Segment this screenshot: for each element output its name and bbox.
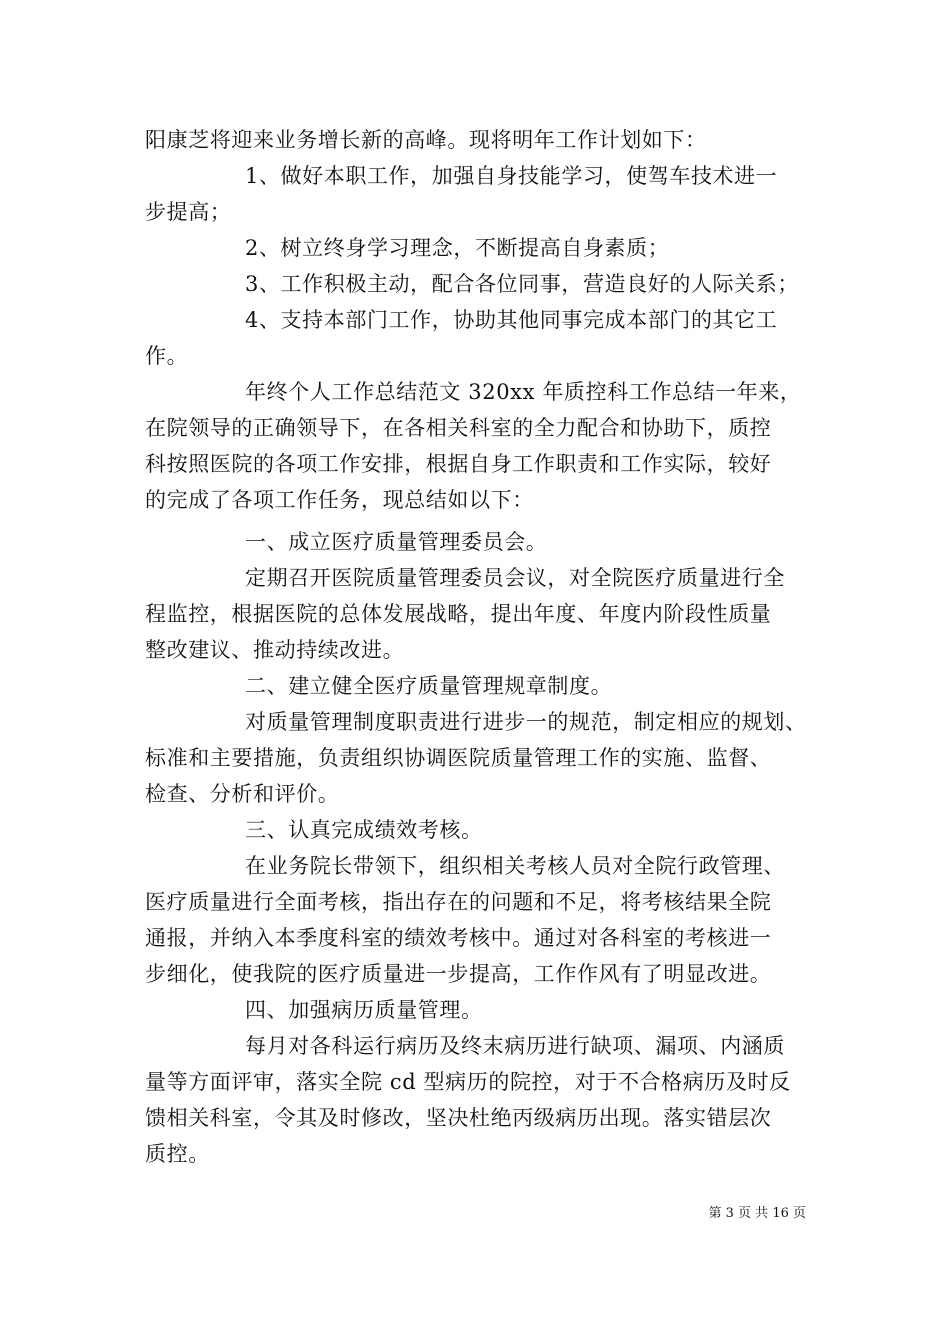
page-number-footer: 第 3 页 共 16 页 [708, 1206, 806, 1221]
text-line: 作。 [145, 344, 189, 368]
text-line: 1、做好本职工作，加强自身技能学习，使驾车技术进一 [245, 164, 778, 188]
text-line: 2、树立终身学习理念，不断提高自身素质； [245, 236, 670, 260]
text-line: 标准和主要措施，负责组织协调医院质量管理工作的实施、监督、 [145, 746, 772, 770]
text-line: 通报，并纳入本季度科室的绩效考核中。通过对各科室的考核进一 [145, 926, 772, 950]
text-line: 的完成了各项工作任务，现总结如以下： [145, 488, 534, 512]
text-line: 馈相关科室，令其及时修改，坚决杜绝丙级病历出现。落实错层次 [145, 1106, 772, 1130]
text-line: 步提高； [145, 200, 232, 224]
text-line: 在院领导的正确领导下，在各相关科室的全力配合和协助下，质控 [145, 416, 772, 440]
text-line: 3、工作积极主动，配合各位同事，营造良好的人际关系； [245, 272, 799, 296]
text-line: 阳康芝将迎来业务增长新的高峰。现将明年工作计划如下： [145, 128, 707, 152]
text-line: 质控。 [145, 1142, 210, 1166]
text-line: 4、支持本部门工作，协助其他同事完成本部门的其它工 [245, 308, 778, 332]
text-line: 在业务院长带领下，组织相关考核人员对全院行政管理、 [245, 854, 785, 878]
text-line: 步细化，使我院的医疗质量进一步提高，工作作风有了明显改进。 [145, 962, 772, 986]
text-line: 科按照医院的各项工作安排，根据自身工作职责和工作实际，较好 [145, 452, 772, 476]
text-line: 每月对各科运行病历及终末病历进行缺项、漏项、内涵质 [245, 1034, 785, 1058]
text-line: 整改建议、推动持续改进。 [145, 638, 405, 662]
section-heading: 四、加强病历质量管理。 [245, 998, 483, 1022]
text-line: 量等方面评审，落实全院 cd 型病历的院控，对于不合格病历及时反 [145, 1070, 791, 1094]
text-line: 检查、分析和评价。 [145, 782, 340, 806]
text-line: 定期召开医院质量管理委员会议，对全院医疗质量进行全 [245, 566, 785, 590]
section-heading: 一、成立医疗质量管理委员会。 [245, 530, 548, 554]
text-line: 年终个人工作总结范文 320xx 年质控科工作总结一年来， [245, 380, 802, 404]
text-line: 程监控，根据医院的总体发展战略，提出年度、年度内阶段性质量 [145, 602, 772, 626]
text-line: 医疗质量进行全面考核，指出存在的问题和不足，将考核结果全院 [145, 890, 772, 914]
text-line: 对质量管理制度职责进行进步一的规范，制定相应的规划、 [245, 710, 807, 734]
section-heading: 二、建立健全医疗质量管理规章制度。 [245, 674, 613, 698]
section-heading: 三、认真完成绩效考核。 [245, 818, 483, 842]
